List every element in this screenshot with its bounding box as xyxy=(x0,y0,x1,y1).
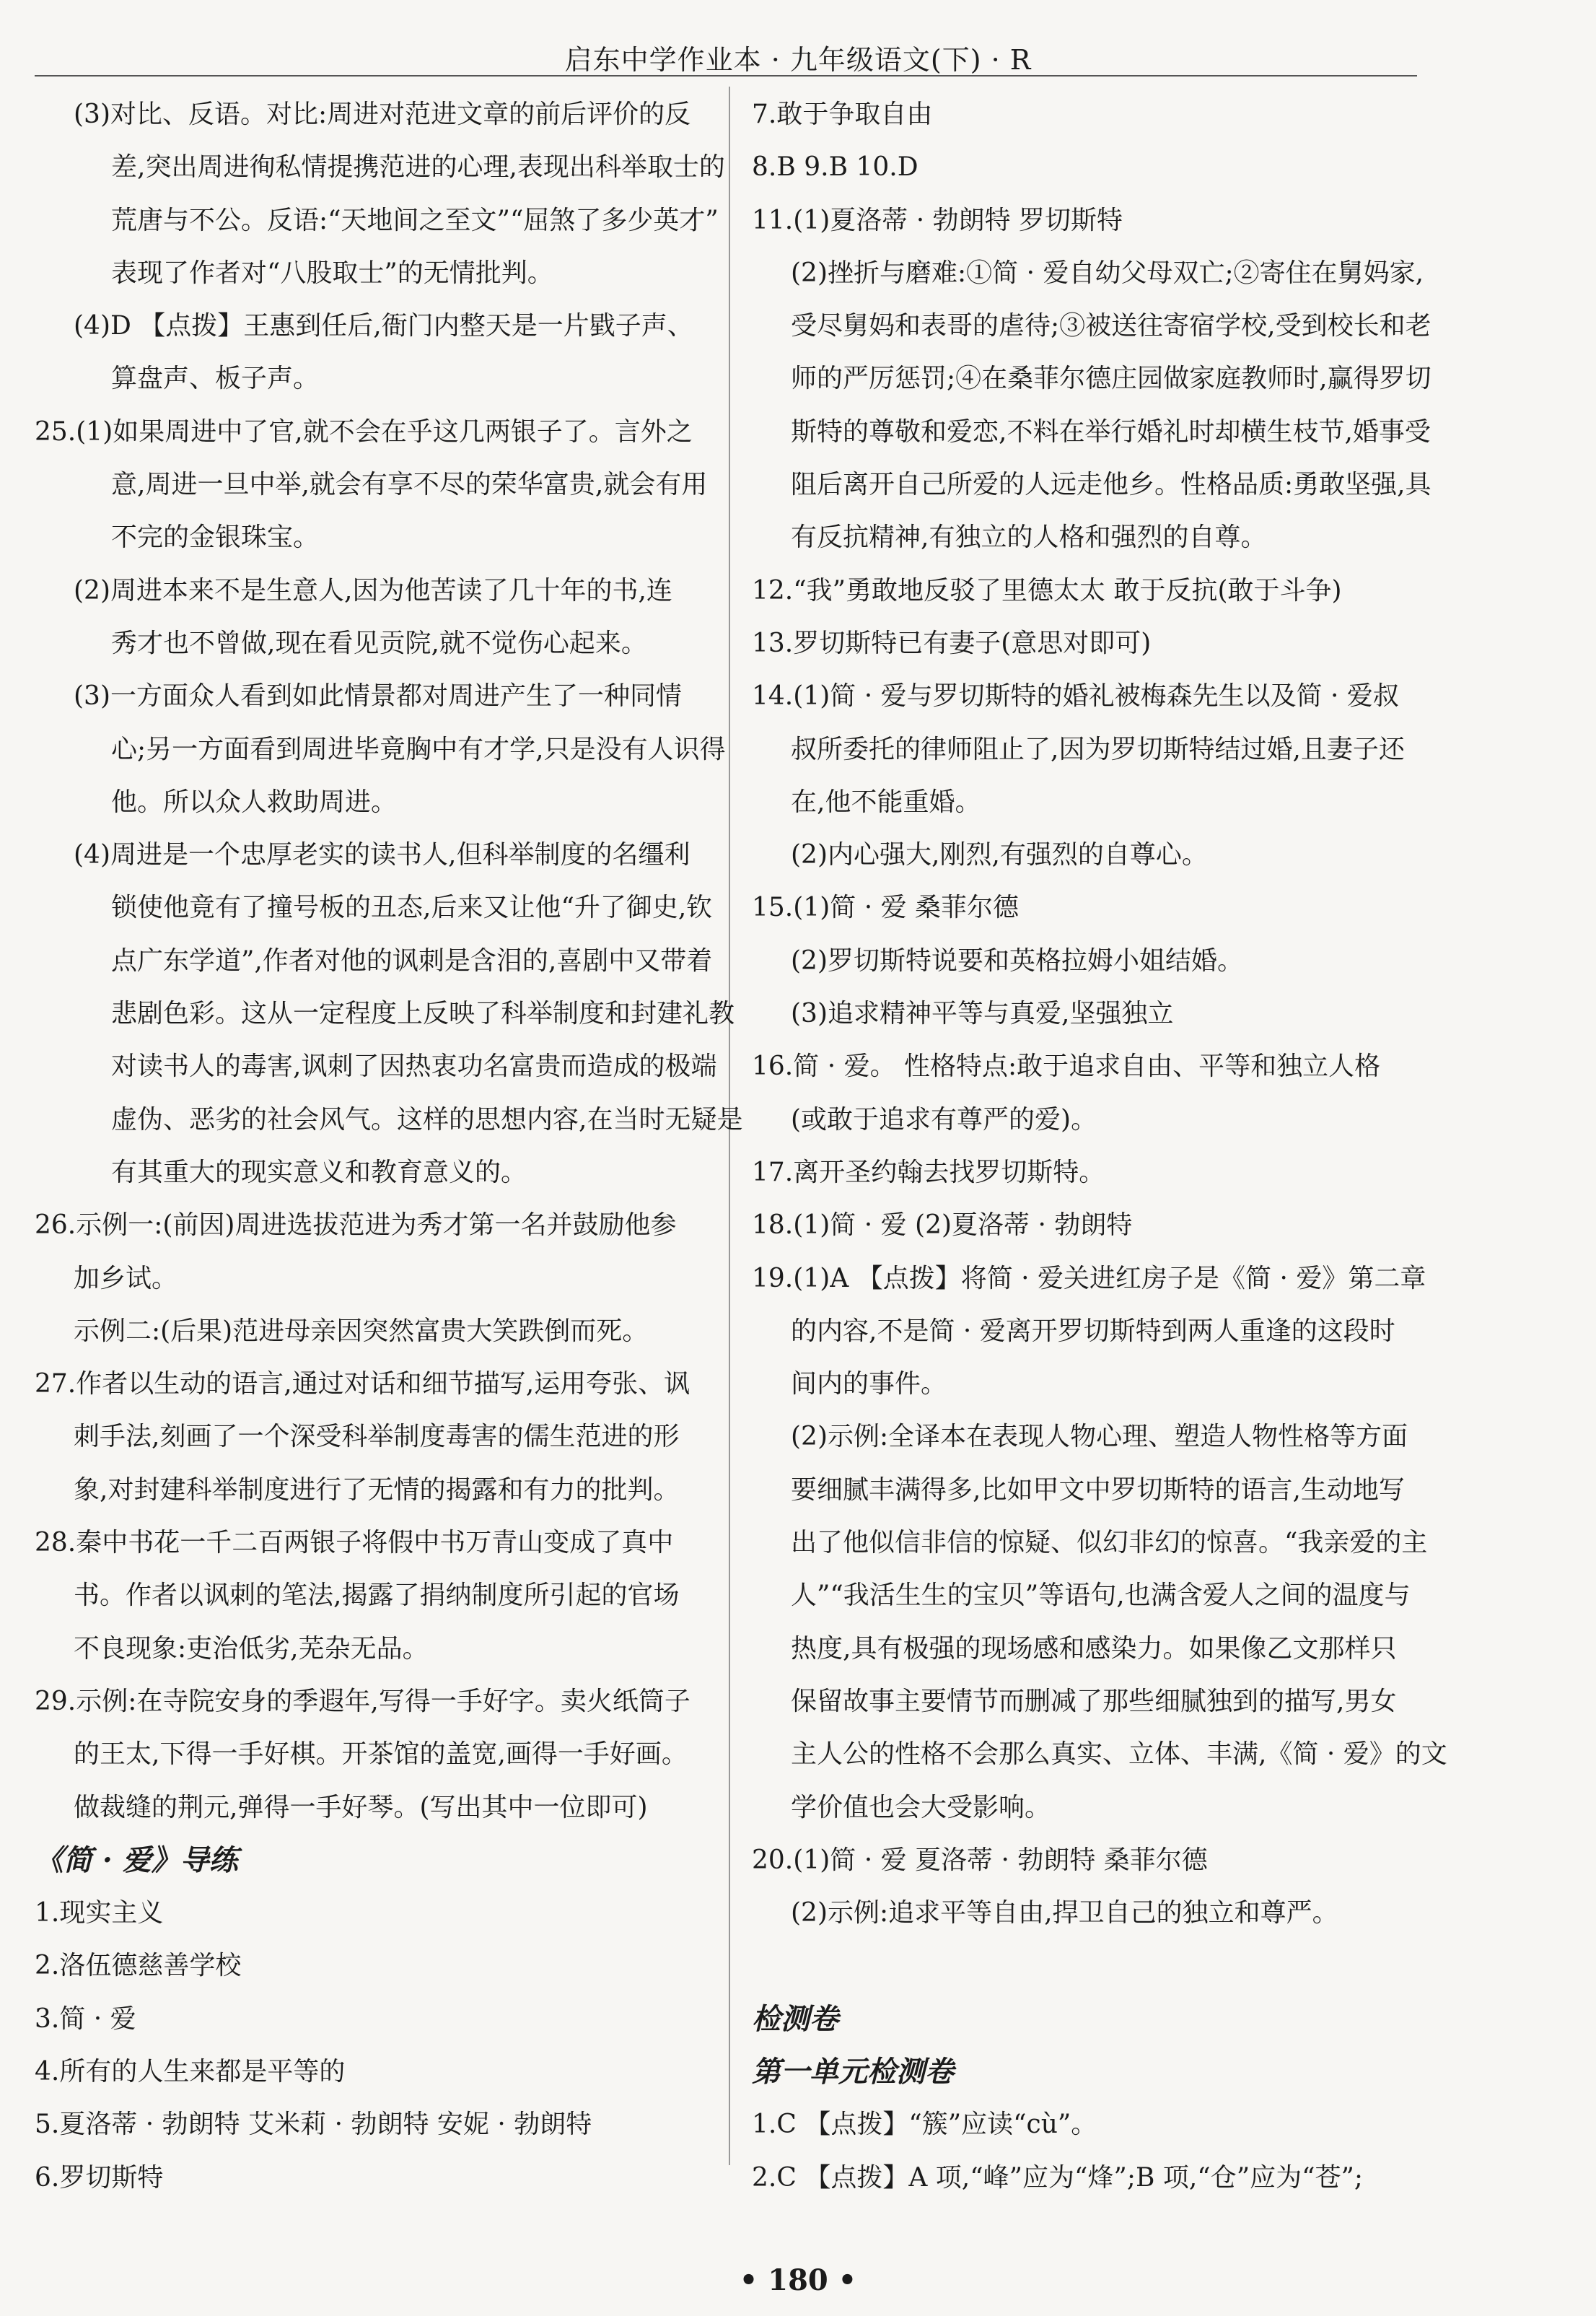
text-line: 12.“我”勇敢地反驳了里德太太 敢于反抗(敢于斗争) xyxy=(752,575,1342,606)
text-line: 28.秦中书花一千二百两银子将假中书万青山变成了真中 xyxy=(35,1528,674,1558)
text-line: 热度,具有极强的现场感和感染力。如果像乙文那样只 xyxy=(791,1633,1397,1664)
text-line: (4)周进是一个忠厚老实的读书人,但科举制度的名缰利 xyxy=(74,840,690,870)
text-line: 13.罗切斯特已有妻子(意思对即可) xyxy=(752,628,1152,658)
text-line: (3)一方面众人看到如此情景都对周进产生了一种同情 xyxy=(74,681,682,712)
text-line: (3)追求精神平等与真爱,坚强独立 xyxy=(791,999,1174,1029)
text-line: 出了他似信非信的惊疑、似幻非幻的惊喜。“我亲爱的主 xyxy=(791,1528,1428,1558)
text-line: 做裁缝的荆元,弹得一手好琴。(写出其中一位即可) xyxy=(74,1792,648,1822)
text-line: (4)D 【点拨】王惠到任后,衙门内整天是一片戥子声、 xyxy=(74,311,693,341)
section-heading: 《简 · 爱》导练 xyxy=(35,1843,238,1877)
header-rule xyxy=(35,75,1417,77)
text-line: 算盘声、板子声。 xyxy=(111,364,320,394)
text-line: 心;另一方面看到周进毕竟胸中有才学,只是没有人识得 xyxy=(111,734,726,764)
text-line: 要细腻丰满得多,比如甲文中罗切斯特的语言,生动地写 xyxy=(791,1474,1405,1505)
text-line: 表现了作者对“八股取士”的无情批判。 xyxy=(111,258,553,288)
text-line: 主人公的性格不会那么真实、立体、丰满,《简 · 爱》的文 xyxy=(791,1739,1447,1770)
text-line: 29.示例:在寺院安身的季遐年,写得一手好字。卖火纸筒子 xyxy=(35,1686,690,1716)
text-line: 27.作者以生动的语言,通过对话和细节描写,运用夸张、讽 xyxy=(35,1369,690,1399)
text-line: (或敢于追求有尊严的爱)。 xyxy=(791,1104,1097,1135)
text-line: 14.(1)简 · 爱与罗切斯特的婚礼被梅森先生以及简 · 爱叔 xyxy=(752,681,1399,712)
text-line: 1.现实主义 xyxy=(35,1898,164,1928)
text-line: 人”“我活生生的宝贝”等语句,也满含爱人之间的温度与 xyxy=(791,1581,1411,1611)
text-line: 间内的事件。 xyxy=(791,1369,947,1399)
text-line: 18.(1)简 · 爱 (2)夏洛蒂 · 勃朗特 xyxy=(752,1210,1133,1241)
text-line: (2)内心强大,刚烈,有强烈的自尊心。 xyxy=(791,840,1208,870)
text-line: 锁使他竟有了撞号板的丑态,后来又让他“升了御史,钦 xyxy=(111,893,713,923)
text-line: 26.示例一:(前因)周进选拔范进为秀才第一名并鼓励他参 xyxy=(35,1210,677,1241)
text-line: 保留故事主要情节而删减了那些细腻独到的描写,男女 xyxy=(791,1686,1397,1716)
text-line: (3)对比、反语。对比:周进对范进文章的前后评价的反 xyxy=(74,100,691,129)
text-line: 书。作者以讽刺的笔法,揭露了捐纳制度所引起的官场 xyxy=(74,1581,680,1611)
text-line: 20.(1)简 · 爱 夏洛蒂 · 勃朗特 桑菲尔德 xyxy=(752,1845,1208,1875)
text-line: 悲剧色彩。这从一定程度上反映了科举制度和封建礼教 xyxy=(111,999,735,1029)
text-line: 17.离开圣约翰去找罗切斯特。 xyxy=(752,1157,1105,1187)
text-line: (2)周进本来不是生意人,因为他苦读了几十年的书,连 xyxy=(74,575,672,606)
text-line: 在,他不能重婚。 xyxy=(791,787,981,817)
text-line: (2)罗切斯特说要和英格拉姆小姐结婚。 xyxy=(791,945,1243,976)
text-line: 意,周进一旦中举,就会有享不尽的荣华富贵,就会有用 xyxy=(111,470,708,500)
text-line: 25.(1)如果周进中了官,就不会在乎这几两银子了。言外之 xyxy=(35,416,693,447)
text-line: 阻后离开自己所爱的人远走他乡。性格品质:勇敢坚强,具 xyxy=(791,470,1431,500)
text-line: 2.洛伍德慈善学校 xyxy=(35,1951,242,1981)
page-header: 启东中学作业本 · 九年级语文(下) · R xyxy=(564,44,1032,76)
text-line: (2)挫折与磨难:①简 · 爱自幼父母双亡;②寄住在舅妈家, xyxy=(791,258,1424,288)
text-line: 6.罗切斯特 xyxy=(35,2162,164,2193)
text-line: 不完的金银珠宝。 xyxy=(111,523,320,553)
text-line: 差,突出周进徇私情提携范进的心理,表现出科举取士的 xyxy=(111,152,725,183)
text-line: 3.简 · 爱 xyxy=(35,2003,136,2034)
text-line: 8.B 9.B 10.D xyxy=(752,152,918,183)
text-line: 点广东学道”,作者对他的讽刺是含泪的,喜剧中又带着 xyxy=(111,945,713,976)
section-heading: 第一单元检测卷 xyxy=(752,2054,954,2089)
text-line: (2)示例:追求平等自由,捍卫自己的独立和尊严。 xyxy=(791,1898,1338,1928)
text-line: 2.C 【点拨】A 项,“峰”应为“烽”;B 项,“仓”应为“苍”; xyxy=(752,2162,1364,2193)
text-line: 不良现象:吏治低劣,芜杂无品。 xyxy=(74,1633,429,1664)
text-line: 对读书人的毒害,讽刺了因热衷功名富贵而造成的极端 xyxy=(111,1052,717,1082)
text-line: 5.夏洛蒂 · 勃朗特 艾米莉 · 勃朗特 安妮 · 勃朗特 xyxy=(35,2110,592,2140)
text-line: 加乡试。 xyxy=(74,1263,178,1293)
text-line: 荒唐与不公。反语:“天地间之至文”“屈煞了多少英才” xyxy=(111,205,719,235)
page-number: • 180 • xyxy=(739,2263,857,2297)
text-line: 11.(1)夏洛蒂 · 勃朗特 罗切斯特 xyxy=(752,205,1123,235)
text-line: 斯特的尊敬和爱恋,不料在举行婚礼时却横生枝节,婚事受 xyxy=(791,416,1431,447)
text-line: 4.所有的人生来都是平等的 xyxy=(35,2056,346,2086)
text-line: 学价值也会大受影响。 xyxy=(791,1792,1051,1822)
text-line: 虚伪、恶劣的社会风气。这样的思想内容,在当时无疑是 xyxy=(111,1104,743,1135)
text-line: 的内容,不是简 · 爱离开罗切斯特到两人重逢的这段时 xyxy=(791,1316,1395,1346)
right-column xyxy=(752,88,1447,2204)
text-line: 19.(1)A 【点拨】将简 · 爱关进红房子是《简 · 爱》第二章 xyxy=(752,1263,1426,1293)
text-line: 他。所以众人救助周进。 xyxy=(111,787,398,817)
text-line: 示例二:(后果)范进母亲因突然富贵大笑跌倒而死。 xyxy=(74,1316,649,1346)
text-line: 师的严厉惩罚;④在桑菲尔德庄园做家庭教师时,赢得罗切 xyxy=(791,364,1431,394)
text-line: 叔所委托的律师阻止了,因为罗切斯特结过婚,且妻子还 xyxy=(791,734,1405,764)
section-heading: 检测卷 xyxy=(752,2001,838,2036)
text-line: 有反抗精神,有独立的人格和强烈的自尊。 xyxy=(791,523,1267,553)
text-line: 7.敢于争取自由 xyxy=(752,100,933,129)
text-line: 受尽舅妈和表哥的虐待;③被送往寄宿学校,受到校长和老 xyxy=(791,311,1431,341)
text-line: 刺手法,刻画了一个深受科举制度毒害的儒生范进的形 xyxy=(74,1422,680,1452)
left-column xyxy=(35,88,743,2204)
text-line: 象,对封建科举制度进行了无情的揭露和有力的批判。 xyxy=(74,1474,680,1505)
text-line: 有其重大的现实意义和教育意义的。 xyxy=(111,1157,527,1187)
text-line: (2)示例:全译本在表现人物心理、塑造人物性格等方面 xyxy=(791,1422,1408,1452)
text-line: 1.C 【点拨】“簇”应读“cù”。 xyxy=(752,2110,1097,2140)
text-line: 秀才也不曾做,现在看见贡院,就不觉伤心起来。 xyxy=(111,628,647,658)
spacer xyxy=(752,1939,1423,1992)
text-line: 15.(1)简 · 爱 桑菲尔德 xyxy=(752,893,1020,923)
text-line: 16.简 · 爱。 性格特点:敢于追求自由、平等和独立人格 xyxy=(752,1052,1381,1082)
text-line: 的王太,下得一手好棋。开茶馆的盖宽,画得一手好画。 xyxy=(74,1739,688,1770)
